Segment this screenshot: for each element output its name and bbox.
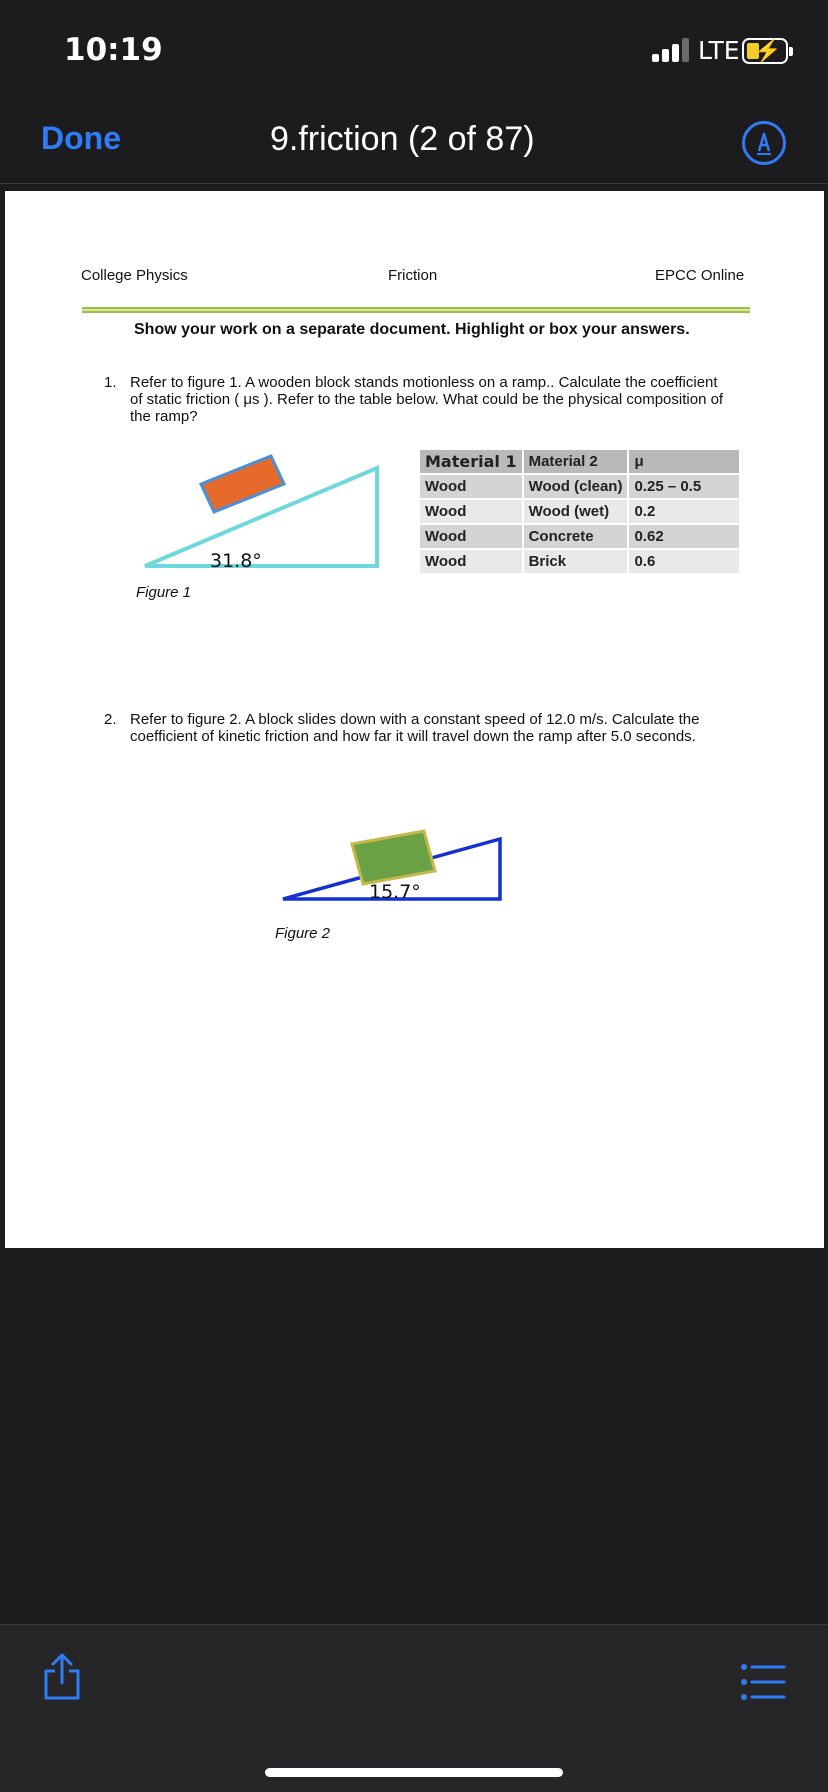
markup-icon[interactable] (742, 121, 786, 165)
table-cell: Wood (wet) (523, 499, 629, 524)
figure-2-block (352, 831, 435, 884)
list-icon[interactable] (740, 1663, 786, 1706)
table-cell: Wood (clean) (523, 474, 629, 499)
table-cell: Wood (419, 549, 523, 574)
share-icon[interactable] (42, 1653, 82, 1706)
table-cell: 0.25 – 0.5 (628, 474, 740, 499)
question-2-line-1: Refer to figure 2. A block slides down with a constant speed of 12.0 m/s. Calculate the (130, 711, 700, 728)
nav-bar (0, 100, 828, 184)
table-header: Material 1 (419, 449, 523, 474)
question-2-number: 2. (104, 711, 117, 728)
table-cell: Wood (419, 524, 523, 549)
table-row (419, 549, 740, 574)
table-header: Material 2 (523, 449, 629, 474)
table-row (419, 524, 740, 549)
header-topic: Friction (388, 267, 438, 284)
table-row (419, 474, 740, 499)
table-header: μ (628, 449, 740, 474)
header-divider (82, 307, 750, 313)
figure-2-angle: 15.7° (369, 881, 421, 903)
header-course: College Physics (81, 267, 188, 284)
figure-1-diagram (141, 449, 386, 579)
done-button[interactable]: Done (41, 120, 121, 156)
document-title: 9.friction (2 of 87) (270, 120, 535, 158)
battery-icon: ⚡ (742, 38, 788, 64)
network-label: LTE (698, 36, 740, 65)
status-bar (0, 0, 828, 100)
friction-table (418, 448, 741, 575)
table-row (419, 499, 740, 524)
question-1-number: 1. (104, 374, 117, 391)
signal-icon (652, 38, 692, 62)
bottom-toolbar (0, 1624, 828, 1792)
table-cell: Concrete (523, 524, 629, 549)
question-1-line-1: Refer to figure 1. A wooden block stands motionless on a ramp.. Calculate the coefficient (130, 374, 718, 391)
table-cell: Brick (523, 549, 629, 574)
status-time: 10:19 (64, 32, 163, 68)
header-school: EPCC Online (655, 267, 745, 284)
table-cell: Wood (419, 474, 523, 499)
table-cell: 0.62 (628, 524, 740, 549)
figure-1-caption: Figure 1 (136, 584, 192, 601)
figure-1-angle: 31.8° (210, 550, 262, 572)
question-2-line-2: coefficient of kinetic friction and how far it will travel down the ramp after 5.0 seconds. (130, 728, 696, 745)
table-cell: 0.2 (628, 499, 740, 524)
document-page (5, 191, 824, 1248)
question-2 (104, 711, 784, 747)
table-cell: 0.6 (628, 549, 740, 574)
table-header-row (419, 449, 740, 474)
home-indicator[interactable] (265, 1768, 563, 1777)
instruction-text: Show your work on a separate document. Highlight or box your answers. (134, 321, 690, 338)
figure-2-caption: Figure 2 (275, 925, 331, 942)
question-1 (104, 374, 784, 428)
question-1-line-2: of static friction ( μs ). Refer to the table below. What could be the physical composition of (130, 391, 724, 408)
table-cell: Wood (419, 499, 523, 524)
figure-1-block (201, 456, 284, 512)
question-1-line-3: the ramp? (130, 408, 198, 425)
